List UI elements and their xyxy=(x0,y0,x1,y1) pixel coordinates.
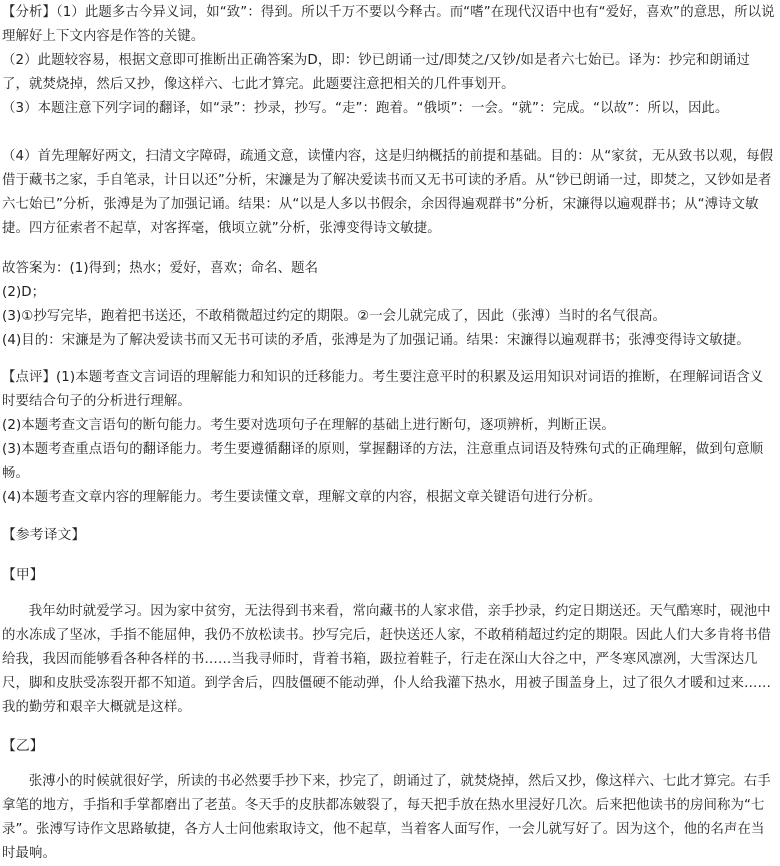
analysis-paragraph-3: （3）本题注意下列字词的翻译，如“录”：抄录，抄写。“走”：跑着。“俄顷”：一会。“就”：完成。“以故”：所以，因此。 xyxy=(2,101,729,116)
comment-paragraph-1: 【点评】(1)本题考查文言词语的理解能力和知识的迁移能力。考生要注意平时的积累及运用知识对词语的推断，在理解词语含义时要结合句子的分析进行理解。 xyxy=(2,370,764,409)
analysis-paragraph-1: 【分析】（1）此题多古今异义词，如“致”：得到。所以千万不要以今释古。而“嗜”在现代汉语中也有“爱好，喜欢”的意思，所以说理解好上下文内容是作答的关键。 xyxy=(2,5,775,44)
analysis-paragraph-4: （4）首先理解好两文，扫清文字障碍，疏通文意，读懂内容，这是归纳概括的前提和基础。目的：从“家贫，无从致书以观，每假借于藏书之家，手自笔录，计日以还”分析，宋濂是为了解决爱读书而又无书可读的矛盾。从“钞已朗诵一过，即焚之，又钞如是者六七始已”分析，张溥是为了加强记诵。结果：从“以是人多以书假余，余因得遍观群书”分析，宋濂得以遍观群书；从“溥诗文敏捷。四方征索者不起草，对客挥毫，俄顷立就”分析，张溥变得诗文敏捷。 xyxy=(2,149,774,236)
comment-paragraph-2: (2)本题考查文言语句的断句能力。考生要对选项句子在理解的基础上进行断句，逐项辨析，判断正误。 xyxy=(2,418,615,433)
passage-yi-heading: 【乙】 xyxy=(2,738,44,754)
answer-line-1: 故答案为：(1)得到；热水；爱好，喜欢；命名、题名 xyxy=(2,261,319,276)
answer-line-2: (2)D； xyxy=(2,285,46,300)
passage-jia-heading: 【甲】 xyxy=(2,567,44,583)
analysis-paragraph-2: （2）此题较容易，根据文意即可推断出正确答案为D，即：钞已朗诵一过/即焚之/又钞/如是者六七始已。译为：抄完和朗诵过了，就焚烧掉，然后又抄，像这样六、七此才算完。此题要注意把相关的几件事划开。 xyxy=(2,53,750,92)
passage-yi-translation: 张溥小的时候就很好学，所读的书必然要手抄下来，抄完了，朗诵过了，就焚烧掉，然后又抄，像这样六、七此才算完。右手拿笔的地方，手指和手掌都磨出了老茧。冬天手的皮肤都冻皴裂了，每天把手放在热水里浸好几次。后来把他读书的房间称为“七录”。张溥写诗作文思路敏捷，各方人士问他索取诗文，他不起草，当着客人面写作，一会儿就写好了。因为这个，他的名声在当时最响。 xyxy=(2,774,771,861)
comment-paragraph-3: (3)本题考查重点语句的翻译能力。考生要遵循翻译的原则，掌握翻译的方法，注意重点词语及特殊句式的正确理解，做到句意顺畅。 xyxy=(2,442,764,481)
answer-line-4: (4)目的：宋濂是为了解决爱读书而又无书可读的矛盾，张溥是为了加强记诵。结果：宋濂得以遍观群书；张溥变得诗文敏捷。 xyxy=(2,333,750,348)
comment-paragraph-4: (4)本题考查文章内容的理解能力。考生要读懂文章，理解文章的内容，根据文章关键语句进行分析。 xyxy=(2,490,602,505)
answer-line-3: (3)①抄写完毕，跑着把书送还，不敢稍微超过约定的期限。②一会儿就完成了，因此（张溥）当时的名气很高。 xyxy=(2,309,667,324)
passage-jia-translation: 我年幼时就爱学习。因为家中贫穷，无法得到书来看，常向藏书的人家求借，亲手抄录，约定日期送还。天气酷寒时，砚池中的水冻成了坚冰，手指不能屈伸，我仍不放松读书。抄写完后，赶快送还人家，不敢稍稍超过约定的期限。因此人们大多肯将书借给我，我因而能够看各种各样的书……当我寻师时，背着书箱，趿拉着鞋子，行走在深山大谷之中，严冬寒风凛冽，大雪深达几尺，脚和皮肤受冻裂开都不知道。到学舍后，四肢僵硬不能动弹，仆人给我灌下热水，用被子围盖身上，过了很久才暖和过来……我的勤劳和艰辛大概就是这样。 xyxy=(2,604,771,715)
translation-heading: 【参考译文】 xyxy=(2,527,86,543)
